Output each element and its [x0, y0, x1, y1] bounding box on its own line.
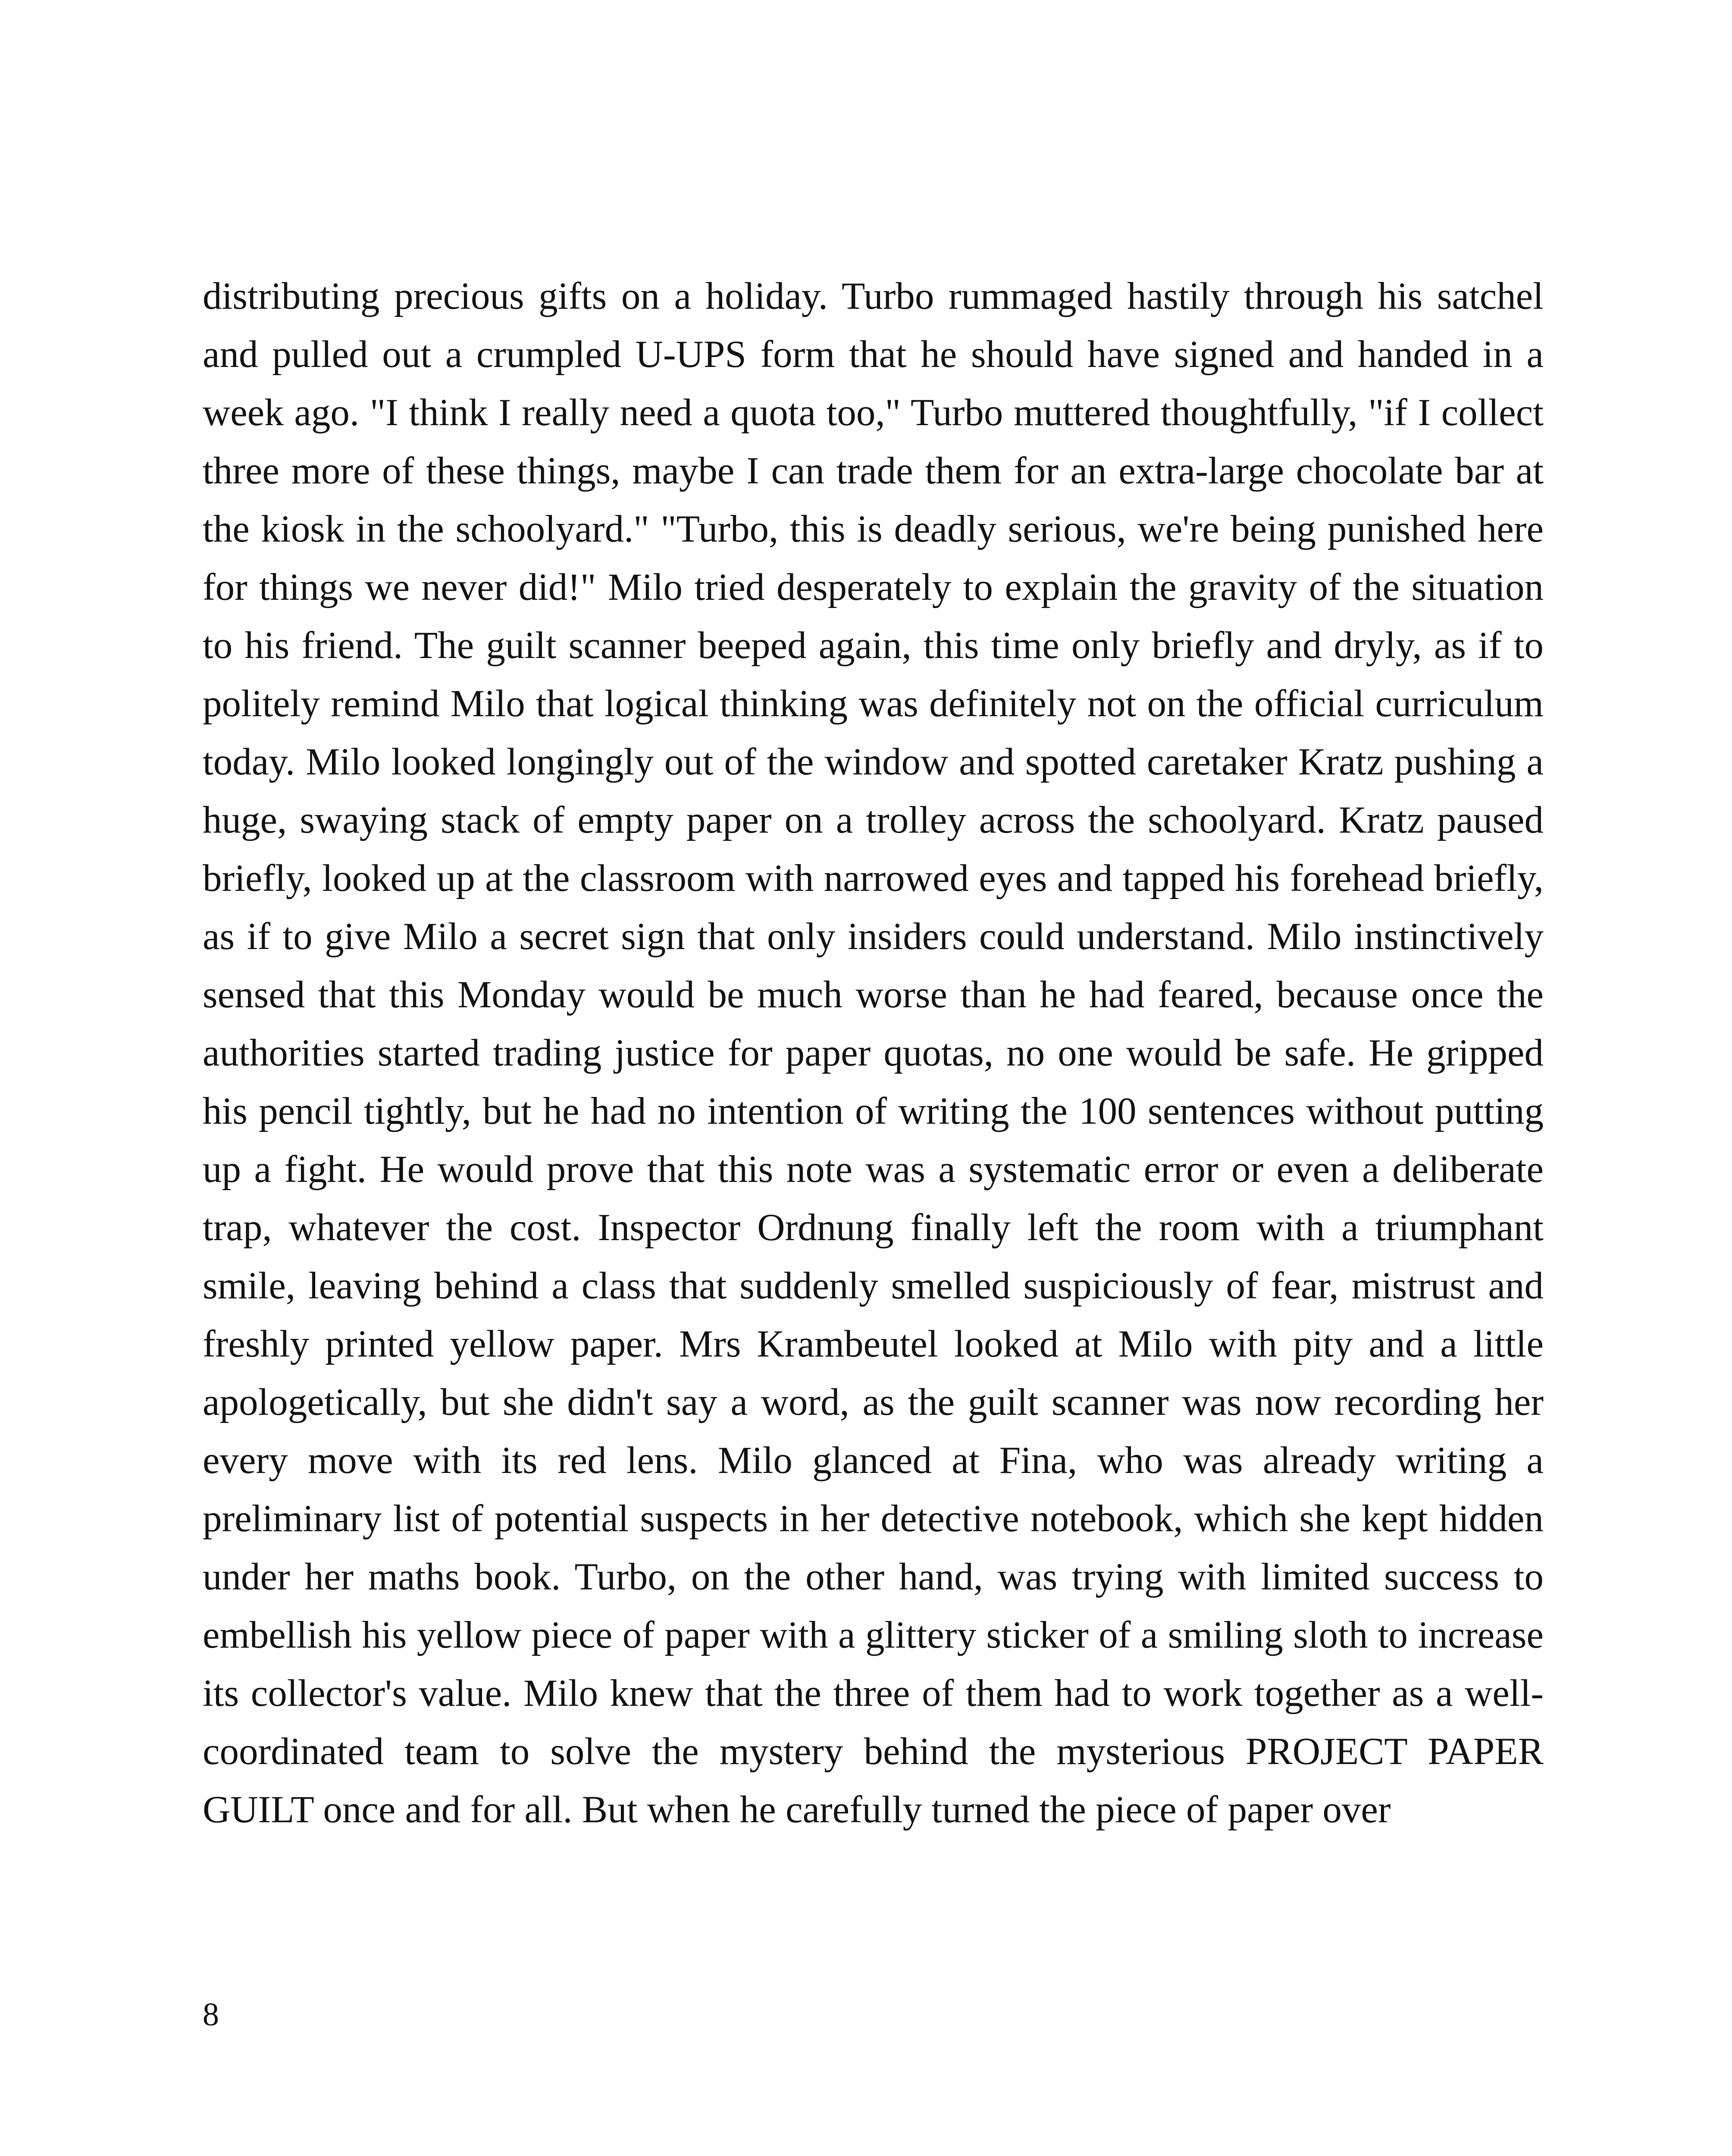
body-paragraph: distributing precious gifts on a holiday. Turbo rummaged hastily through his satchel and pulled out a crumpled U-UPS form that he should have signed and handed in a week ago. "I think I really need a quota too," Turbo muttered thoughtfully, "if I collect three more of these things, maybe I can trade them for an extra-large chocolate bar at the kiosk in the schoolyard." "Turbo, this is deadly serious, we're being punished here for things we never did!" Milo tried desperately to explain the gravity of the situation to his friend. The guilt scanner beeped again, this time only briefly and dryly, as if to politely remind Milo that logical thinking was definitely not on the official curriculum today. Milo looked longingly out of the window and spotted caretaker Kratz pushing a huge, swaying stack of empty paper on a trolley across the schoolyard. Kratz paused briefly, looked up at the classroom with narrowed eyes and tapped his forehead briefly, as if to give Milo a secret sign that only insiders could understand. Milo instinctively sensed that this Monday would be much worse than he had feared, because once the authorities started trading justice for paper quotas, no one would be safe. He gripped his pencil tightly, but he had no intention of writing the 100 sentences without putting up a fight. He would prove that this note was a systematic error or even a deliberate trap, whatever the cost. Inspector Ordnung finally left the room with a triumphant smile, leaving behind a class that suddenly smelled suspiciously of fear, mistrust and freshly printed yellow paper. Mrs Krambeutel looked at Milo with pity and a little apologetically, but she didn't say a word, as the guilt scanner was now recording her every move with its red lens. Milo glanced at Fina, who was already writing a preliminary list of potential suspects in her detective notebook, which she kept hidden under her maths book. Turbo, on the other hand, was trying with limited success to embellish his yellow piece of paper with a glittery sticker of a smiling sloth to increase its collector's value. Milo knew that the three of them had to work together as a well-coordinated team to solve the mystery behind the mysterious PROJECT PAPER GUILT once and for all. But when he carefully turned the piece of paper over [203, 275, 1544, 1831]
page-number: 8 [203, 1996, 219, 2033]
